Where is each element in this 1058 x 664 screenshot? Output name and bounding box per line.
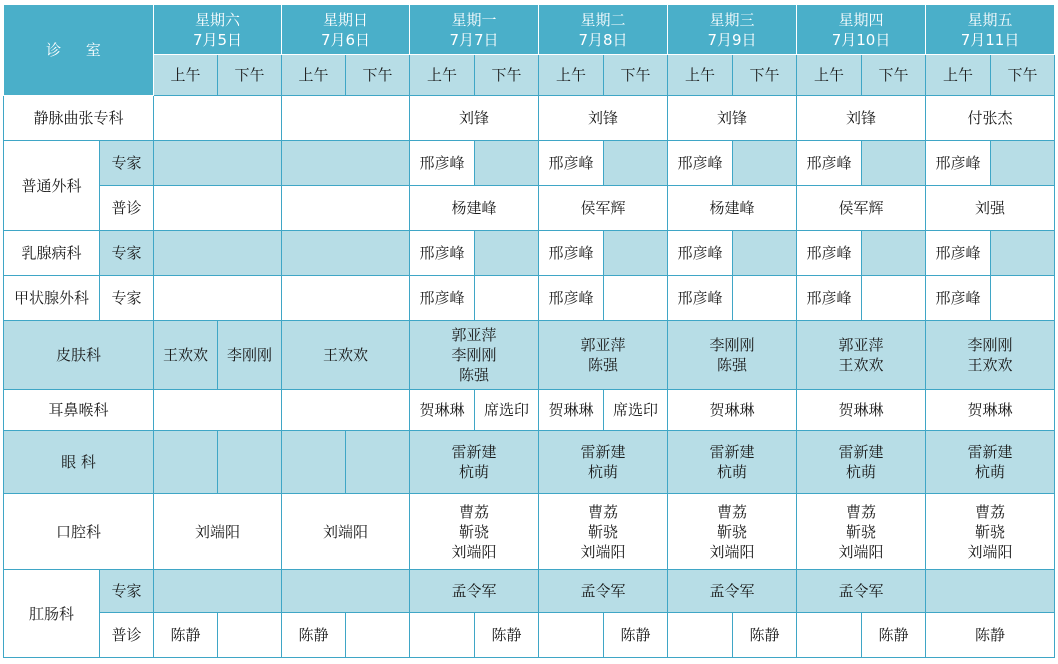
table-row — [4, 96, 1055, 141]
schedule-cell: 陈静 — [862, 613, 926, 658]
schedule-cell: 陈静 — [154, 613, 218, 658]
schedule-cell — [733, 276, 797, 321]
schedule-cell: 曹荔 靳骁 刘端阳 — [797, 494, 926, 570]
schedule-cell: 邢彦峰 — [539, 231, 604, 276]
day-header: 星期六 7月5日 — [154, 5, 282, 55]
schedule-cell: 邢彦峰 — [797, 141, 862, 186]
corner-header: 诊 室 — [4, 5, 154, 96]
table-row — [4, 321, 1055, 390]
schedule-cell — [604, 141, 668, 186]
schedule-cell — [475, 276, 539, 321]
schedule-cell: 侯军辉 — [539, 186, 668, 231]
schedule-cell — [154, 570, 282, 613]
schedule-cell: 邢彦峰 — [410, 276, 475, 321]
schedule-cell: 郭亚萍 陈强 — [539, 321, 668, 390]
day-header: 星期五 7月11日 — [926, 5, 1055, 55]
pm-header: 下午 — [218, 55, 282, 96]
schedule-cell — [991, 276, 1055, 321]
schedule-cell: 李刚刚 陈强 — [668, 321, 797, 390]
schedule-cell — [862, 231, 926, 276]
schedule-cell — [218, 613, 282, 658]
schedule-cell: 王欢欢 — [154, 321, 218, 390]
schedule-cell — [282, 431, 346, 494]
schedule-cell — [733, 231, 797, 276]
day-header: 星期日 7月6日 — [282, 5, 410, 55]
schedule-cell: 孟令军 — [668, 570, 797, 613]
schedule-cell — [475, 231, 539, 276]
schedule-cell: 刘锋 — [539, 96, 668, 141]
table-row — [4, 494, 1055, 570]
schedule-cell: 贺琳琳 — [668, 390, 797, 431]
schedule-cell: 杨建峰 — [410, 186, 539, 231]
schedule-cell — [282, 276, 410, 321]
schedule-cell — [154, 186, 282, 231]
schedule-cell — [539, 613, 604, 658]
dept-label: 静脉曲张专科 — [4, 96, 154, 141]
schedule-cell: 刘端阳 — [282, 494, 410, 570]
dept-label: 乳腺病科 — [4, 231, 100, 276]
schedule-cell: 曹荔 靳骁 刘端阳 — [668, 494, 797, 570]
schedule-cell: 付张杰 — [926, 96, 1055, 141]
schedule-cell — [282, 231, 410, 276]
dept-label: 眼 科 — [4, 431, 154, 494]
schedule-cell: 席选印 — [475, 390, 539, 431]
schedule-cell — [604, 276, 668, 321]
schedule-cell: 陈静 — [733, 613, 797, 658]
schedule-cell: 曹荔 靳骁 刘端阳 — [539, 494, 668, 570]
schedule-cell: 李刚刚 — [218, 321, 282, 390]
dept-label: 肛肠科 — [4, 570, 100, 658]
pm-header: 下午 — [733, 55, 797, 96]
schedule-cell: 郭亚萍 王欢欢 — [797, 321, 926, 390]
dept-label: 皮肤科 — [4, 321, 154, 390]
schedule-cell: 雷新建 杭萌 — [668, 431, 797, 494]
day-header: 星期四 7月10日 — [797, 5, 926, 55]
dept-label: 耳鼻喉科 — [4, 390, 154, 431]
schedule-cell: 孟令军 — [410, 570, 539, 613]
am-header: 上午 — [668, 55, 733, 96]
schedule-cell: 刘端阳 — [154, 494, 282, 570]
type-label: 专家 — [100, 276, 154, 321]
schedule-cell — [346, 613, 410, 658]
am-header: 上午 — [797, 55, 862, 96]
header-row-days — [4, 5, 1055, 55]
schedule-cell: 李刚刚 王欢欢 — [926, 321, 1055, 390]
schedule-cell — [154, 390, 282, 431]
schedule-cell: 邢彦峰 — [668, 231, 733, 276]
schedule-cell: 雷新建 杭萌 — [539, 431, 668, 494]
table-row — [4, 276, 1055, 321]
schedule-cell: 王欢欢 — [282, 321, 410, 390]
am-header: 上午 — [154, 55, 218, 96]
schedule-cell — [282, 570, 410, 613]
type-label: 普诊 — [100, 613, 154, 658]
schedule-cell: 曹荔 靳骁 刘端阳 — [926, 494, 1055, 570]
am-header: 上午 — [926, 55, 991, 96]
am-header: 上午 — [410, 55, 475, 96]
pm-header: 下午 — [346, 55, 410, 96]
day-header: 星期二 7月8日 — [539, 5, 668, 55]
schedule-cell — [154, 276, 282, 321]
schedule-cell — [410, 613, 475, 658]
schedule-cell: 陈静 — [282, 613, 346, 658]
schedule-cell — [154, 231, 282, 276]
schedule-cell — [154, 141, 282, 186]
table-row — [4, 141, 1055, 186]
schedule-cell: 邢彦峰 — [797, 231, 862, 276]
table-row — [4, 231, 1055, 276]
schedule-cell — [282, 390, 410, 431]
schedule-cell: 郭亚萍 李刚刚 陈强 — [410, 321, 539, 390]
dept-label: 口腔科 — [4, 494, 154, 570]
schedule-cell: 杨建峰 — [668, 186, 797, 231]
schedule-cell: 孟令军 — [797, 570, 926, 613]
day-header: 星期三 7月9日 — [668, 5, 797, 55]
schedule-cell — [282, 186, 410, 231]
schedule-cell: 邢彦峰 — [668, 276, 733, 321]
schedule-cell — [797, 613, 862, 658]
schedule-cell: 雷新建 杭萌 — [797, 431, 926, 494]
schedule-cell — [926, 570, 1055, 613]
pm-header: 下午 — [604, 55, 668, 96]
schedule-cell: 侯军辉 — [797, 186, 926, 231]
type-label: 专家 — [100, 141, 154, 186]
schedule-cell: 雷新建 杭萌 — [926, 431, 1055, 494]
schedule-cell: 邢彦峰 — [539, 141, 604, 186]
schedule-cell: 雷新建 杭萌 — [410, 431, 539, 494]
schedule-cell: 邢彦峰 — [410, 231, 475, 276]
schedule-cell: 刘锋 — [410, 96, 539, 141]
schedule-cell — [346, 431, 410, 494]
table-row — [4, 570, 1055, 613]
schedule-cell — [862, 276, 926, 321]
schedule-cell: 刘锋 — [668, 96, 797, 141]
am-header: 上午 — [539, 55, 604, 96]
pm-header: 下午 — [862, 55, 926, 96]
schedule-cell: 邢彦峰 — [926, 141, 991, 186]
type-label: 普诊 — [100, 186, 154, 231]
am-header: 上午 — [282, 55, 346, 96]
schedule-cell: 孟令军 — [539, 570, 668, 613]
table-row — [4, 613, 1055, 658]
schedule-cell — [475, 141, 539, 186]
table-row — [4, 390, 1055, 431]
pm-header: 下午 — [475, 55, 539, 96]
schedule-cell: 邢彦峰 — [797, 276, 862, 321]
header-row-periods — [4, 55, 1055, 96]
schedule-cell: 贺琳琳 — [797, 390, 926, 431]
schedule-cell — [668, 613, 733, 658]
schedule-cell — [282, 96, 410, 141]
dept-label: 普通外科 — [4, 141, 100, 231]
type-label: 专家 — [100, 570, 154, 613]
type-label: 专家 — [100, 231, 154, 276]
schedule-cell — [154, 96, 282, 141]
schedule-cell: 邢彦峰 — [410, 141, 475, 186]
schedule-cell: 陈静 — [604, 613, 668, 658]
schedule-cell: 陈静 — [475, 613, 539, 658]
schedule-cell — [218, 431, 282, 494]
schedule-cell: 贺琳琳 — [926, 390, 1055, 431]
dept-label: 甲状腺外科 — [4, 276, 100, 321]
day-header: 星期一 7月7日 — [410, 5, 539, 55]
schedule-cell: 陈静 — [926, 613, 1055, 658]
schedule-cell: 邢彦峰 — [926, 276, 991, 321]
table-row — [4, 186, 1055, 231]
schedule-cell — [154, 431, 218, 494]
schedule-cell: 邢彦峰 — [668, 141, 733, 186]
schedule-cell — [282, 141, 410, 186]
schedule-cell: 刘锋 — [797, 96, 926, 141]
schedule-cell: 贺琳琳 — [410, 390, 475, 431]
schedule-cell: 贺琳琳 — [539, 390, 604, 431]
schedule-cell: 邢彦峰 — [926, 231, 991, 276]
schedule-cell — [862, 141, 926, 186]
schedule-cell: 邢彦峰 — [539, 276, 604, 321]
schedule-cell — [991, 231, 1055, 276]
schedule-cell — [991, 141, 1055, 186]
schedule-cell — [604, 231, 668, 276]
schedule-cell — [733, 141, 797, 186]
table-row — [4, 431, 1055, 494]
schedule-cell: 席选印 — [604, 390, 668, 431]
schedule-cell: 曹荔 靳骁 刘端阳 — [410, 494, 539, 570]
pm-header: 下午 — [991, 55, 1055, 96]
clinic-schedule-table — [3, 4, 1055, 658]
schedule-cell: 刘强 — [926, 186, 1055, 231]
